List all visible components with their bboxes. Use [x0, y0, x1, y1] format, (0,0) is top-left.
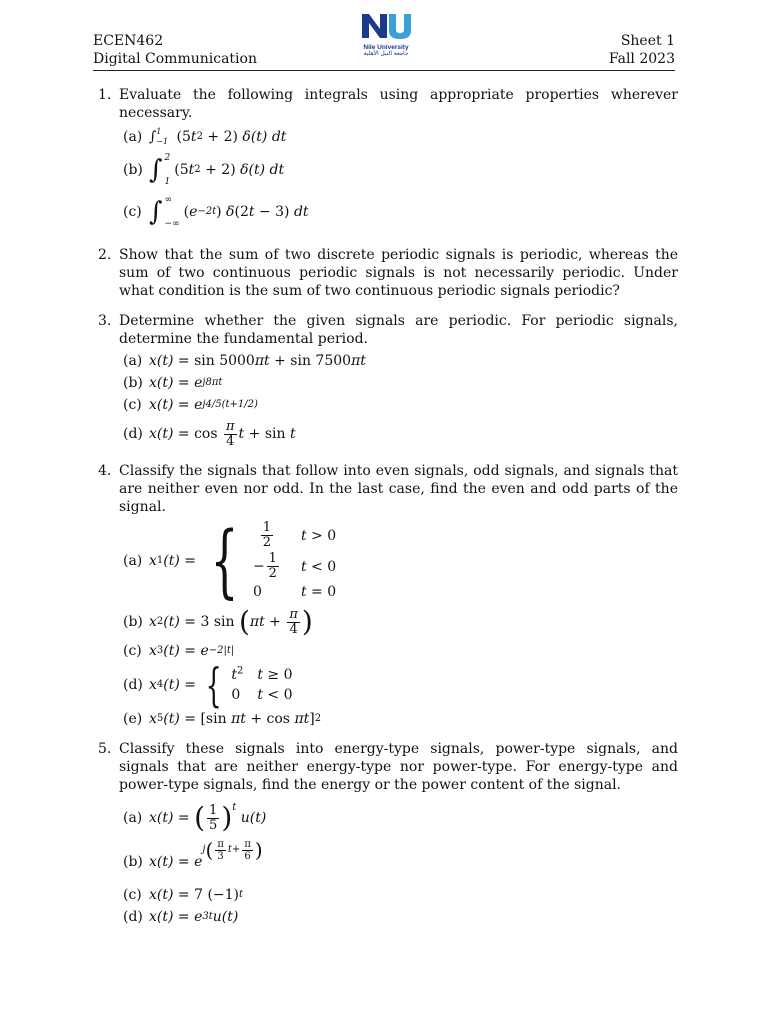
question-number: 3.	[98, 313, 112, 329]
question-4	[93, 462, 678, 728]
part-5b	[119, 838, 678, 882]
formula: x 4 (t) = { $t^2$ t ≥ 0 0 t < 0	[149, 658, 293, 712]
part-label: (c)	[123, 204, 142, 220]
part-5a	[119, 798, 678, 838]
part-1a	[119, 126, 678, 148]
part-label: (d)	[123, 426, 143, 442]
header-divider	[93, 70, 675, 71]
part-label: (d)	[123, 909, 143, 925]
part-label: (b)	[123, 375, 143, 391]
part-3b	[119, 374, 678, 392]
part-1b	[119, 152, 678, 188]
question-number: 2.	[98, 247, 112, 263]
part-label: (b)	[123, 614, 143, 630]
question-5	[93, 740, 678, 926]
part-label: (a)	[123, 810, 143, 826]
sheet-number: Sheet 1	[620, 33, 675, 49]
part-5d	[119, 908, 678, 926]
formula: x(t) = e j ( $\frac{\pi}{3}$ t + $\frac{\pi}{6}$ )	[149, 838, 263, 870]
question-text: Determine whether the given signals are periodic. For periodic signals, determine the fundamental period.	[119, 313, 678, 347]
part-label: (c)	[123, 397, 142, 413]
part-label: (b)	[123, 162, 143, 178]
nu-logo-mark	[360, 10, 412, 40]
part-label: (c)	[123, 643, 142, 659]
formula: x 3 (t) = e −2|t|	[149, 643, 235, 659]
formula: x(t) = e j4/5(t+1/2)	[149, 397, 258, 413]
header-left	[93, 32, 257, 68]
part-4d	[119, 658, 678, 712]
part-label: (e)	[123, 711, 143, 727]
university-logo	[356, 10, 416, 58]
formula: ∫ ∞ −∞ ( e −2t ) δ (2 t − 3) dt	[149, 195, 309, 229]
question-text: Show that the sum of two discrete periodic signals is periodic, whereas the sum of two continuous periodic signals is not necessarily periodic. Under what condition is the sum of two continuous periodic signals periodic?	[119, 247, 678, 299]
part-4c	[119, 642, 678, 660]
question-number: 5.	[98, 741, 112, 757]
part-label: (d)	[123, 677, 143, 693]
term: Fall 2023	[608, 51, 675, 67]
formula: ∫ 2 1 (5 t 2 + 2) δ(t) dt	[149, 153, 285, 187]
part-4e	[119, 710, 678, 728]
question-number: 1.	[98, 87, 112, 103]
formula: x(t) = ( $\frac{1}{5}$ ) $^t$ u(t)	[149, 801, 267, 834]
question-text: Classify these signals into energy-type signals, power-type signals, and signals that are neither energy-type nor power-type. For energy-type and power-type signals, find the energy or the power content of the signal.	[119, 741, 678, 793]
part-3a	[119, 352, 678, 370]
course-name: Digital Communication	[93, 51, 257, 67]
formula: x 5 (t) = [sin πt + cos πt ] 2	[149, 711, 322, 727]
formula: x 1 (t) = { $\frac{1}{2}$ t > 0 − $\frac{1}{2}$ t < 0 0 t = 0	[149, 514, 337, 607]
part-label: (a)	[123, 553, 143, 569]
part-5c	[119, 886, 678, 904]
question-number: 4.	[98, 463, 112, 479]
formula: ∫ 1 −1 (5 t 2 + 2) δ(t) dt	[149, 127, 287, 146]
part-label: (a)	[123, 353, 143, 369]
formula: x(t) = 7 (−1) t	[149, 887, 244, 903]
questions	[93, 86, 678, 936]
question-text: Evaluate the following integrals using appropriate properties wherever necessary.	[119, 87, 678, 121]
logo-text-ar: جامعة النيل الأهلية	[363, 51, 409, 57]
logo-text-en: Nile University	[363, 44, 409, 51]
question-3	[93, 312, 678, 450]
part-label: (c)	[123, 887, 142, 903]
formula: x(t) = sin 5000 πt + sin 7500 πt	[149, 353, 366, 369]
question-2	[93, 246, 678, 300]
part-4b	[119, 606, 678, 638]
question-1	[93, 86, 678, 232]
formula: x(t) = cos $\frac{\pi}{4}$ t + sin t	[149, 418, 296, 449]
part-label: (a)	[123, 129, 143, 145]
course-code: ECEN462	[93, 33, 164, 49]
part-1c	[119, 192, 678, 232]
header-right	[609, 32, 675, 68]
formula: x 2 (t) = 3 sin ( πt + $\frac{\pi}{4}$ )	[149, 605, 313, 638]
part-4a	[119, 514, 678, 607]
part-label: (b)	[123, 854, 143, 870]
part-3c	[119, 396, 678, 414]
question-text: Classify the signals that follow into even signals, odd signals, and signals that are neither even nor odd. In the last case, find the even and odd parts of the signal.	[119, 463, 678, 515]
formula: x(t) = e 3t u(t)	[149, 909, 239, 925]
part-3d	[119, 418, 678, 450]
formula: x(t) = e j8πt	[149, 375, 223, 391]
